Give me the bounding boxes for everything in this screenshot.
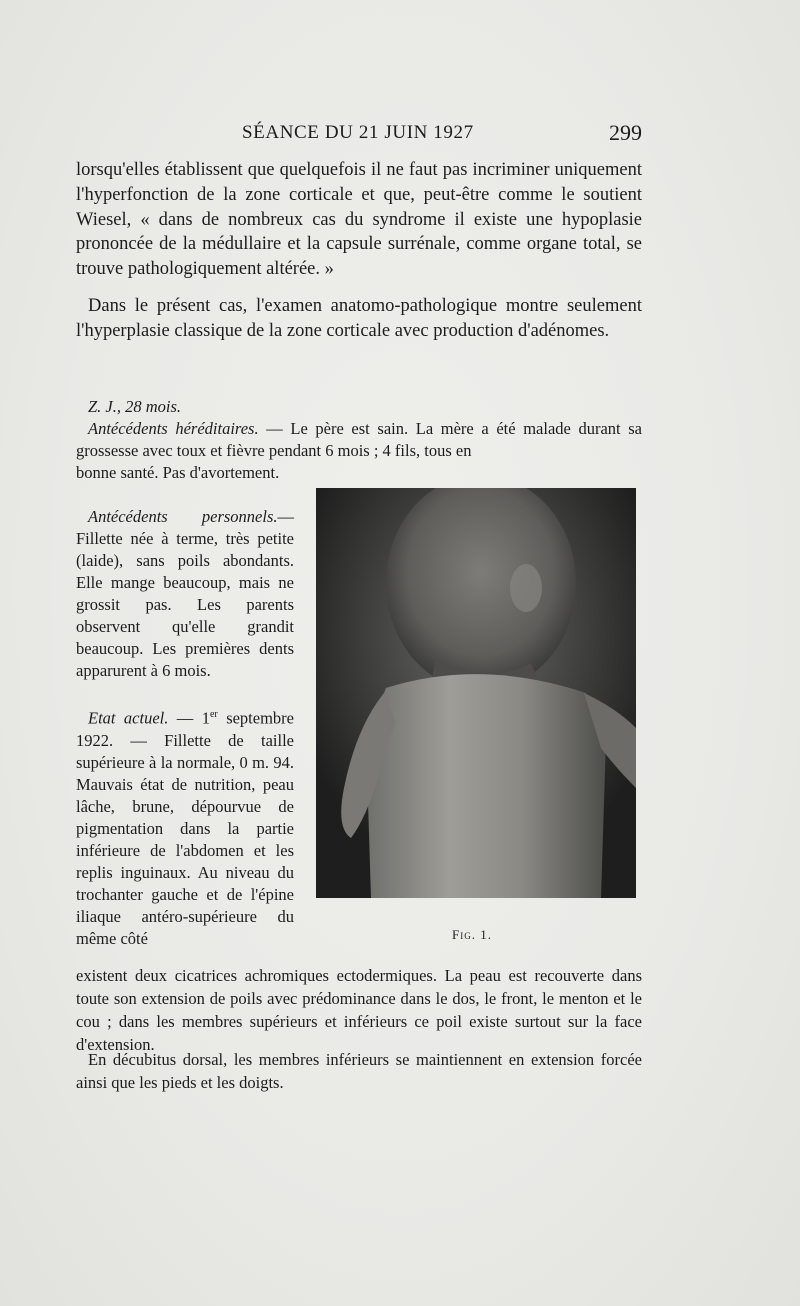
intro-paragraph-1: lorsqu'elles établissent que quelquefois il ne faut pas incriminer uniquement l'hyperfonction de la zone corticale et que, peut-être comme le soutient Wiesel, « dans de nombreux cas du syndrome il existe une hypoplasie prononcée de la médullaire et la capsule surrénale, comme organe total, se trouve pathologiquement altérée. »	[76, 160, 642, 280]
hereditary-label: Antécédents héréditaires.	[88, 419, 259, 438]
intro-paragraph-2: Dans le présent cas, l'examen anatomo-pathologique montre seulement l'hyperplasie classique de la zone corticale avec production d'adénomes.	[76, 296, 642, 341]
current-text-post: septembre 1922. — Fillette de taille supérieure à la normale, 0 m. 94. Mauvais état de nutrition, peau lâche, brune, dépourvue de pigmentation dans la partie inférieure de l'abdomen et les replis inguinaux. Au niveau du trochanter gauche et de l'épine iliaque antéro-supérieure du même côté	[76, 708, 294, 948]
current-label: Etat actuel.	[88, 708, 169, 728]
patient-line	[76, 396, 642, 418]
hereditary-text: — Le père est sain. La mère a été malade durant sa grossesse avec toux et fièvre pendant 6 mois ; 4 fils, tous en	[76, 419, 643, 460]
figure-photograph	[316, 488, 636, 898]
personal-label: Antécédents personnels.	[88, 507, 278, 526]
current-text-pre: — 1	[168, 708, 210, 728]
personal-text: — Fillette née à terme, très petite (laide), sans poils abondants. Elle mange beaucoup, mais ne grossit pas. Les parents observent qu'elle grandit beaucoup. Les premières dents apparurent à 6 mois.	[76, 507, 294, 680]
hereditary-continued: bonne santé. Pas d'avortement.	[76, 463, 280, 482]
current-text-sup: er	[209, 709, 218, 720]
continued-paragraph: existent deux cicatrices achromiques ectodermiques. La peau est recouverte dans toute son extension de poils avec prédominance dans le dos, le front, le menton et le cou ; dans les membres supérieurs et inférieurs ce poil existe surtout sur la face d'extension.	[76, 966, 642, 1054]
current-state	[76, 704, 294, 950]
child-photo-illustration	[316, 488, 636, 898]
personal-history	[76, 506, 294, 682]
page-header	[76, 120, 642, 150]
ear-shape	[510, 564, 542, 612]
decubitus-paragraph: En décubitus dorsal, les membres inférieurs se maintiennent en extension forcée ainsi que les pieds et les doigts.	[76, 1050, 642, 1092]
torso-shape	[366, 674, 606, 898]
patient-id: Z. J., 28 mois.	[88, 397, 182, 416]
page-number: 299	[609, 120, 642, 145]
running-title: SÉANCE DU 21 JUIN 1927	[242, 122, 474, 143]
hereditary-history	[76, 418, 642, 462]
figure-caption: Fig. 1.	[452, 927, 492, 942]
